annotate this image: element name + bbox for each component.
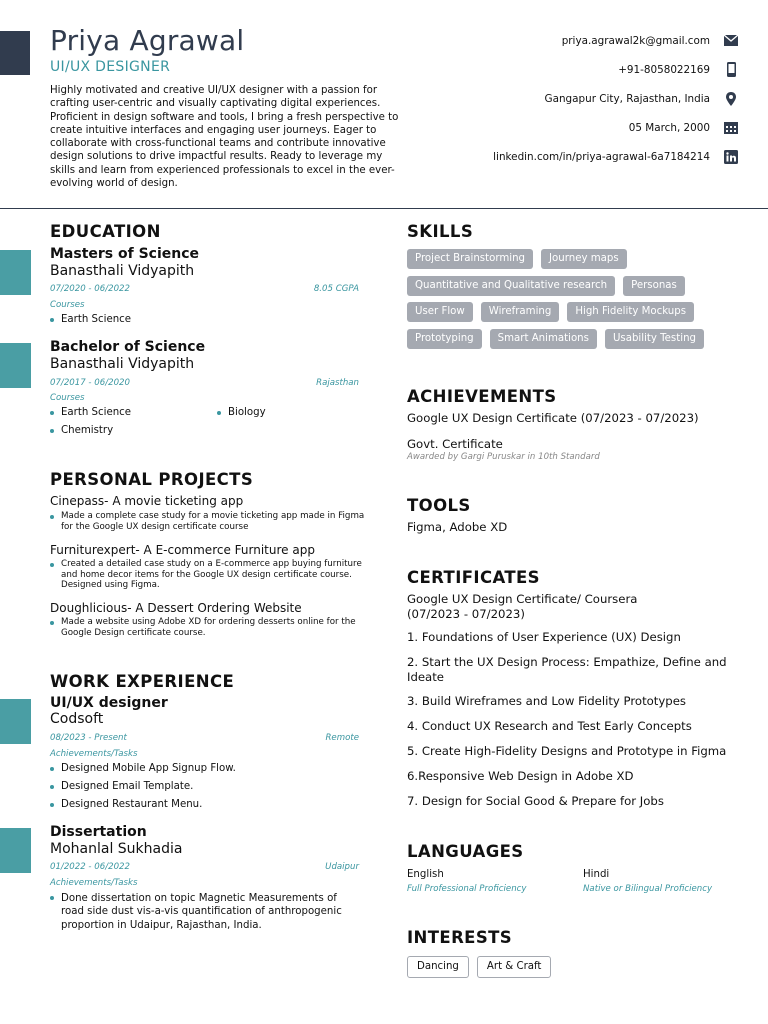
name-accent-bar	[0, 31, 30, 75]
candidate-name: Priya Agrawal	[50, 24, 245, 57]
header-divider	[0, 208, 768, 209]
education-school-1: Banasthali Vidyapith	[50, 263, 195, 279]
certificate-course-1: 1. Foundations of User Experience (UX) Design	[407, 630, 681, 644]
work-task-2: Done dissertation on topic Magnetic Measurements of road side dust vis-a-vis quantification of anthropogenic proportion in Udaipur, Rajasthan, India.	[50, 892, 360, 932]
skill-tag: Prototyping	[407, 329, 482, 349]
course-item: Earth Science	[50, 311, 131, 329]
contact-birthdate-text: 05 March, 2000	[628, 121, 710, 134]
course-item: Earth Science	[50, 404, 131, 422]
certificate-course-7: 7. Design for Social Good & Prepare for Jobs	[407, 794, 664, 808]
skill-tag: Wireframing	[481, 302, 560, 322]
work-marker-2	[0, 828, 31, 873]
contact-linkedin-text: linkedin.com/in/priya-agrawal-6a7184214	[493, 150, 710, 163]
education-courses-label-1: Courses	[50, 300, 85, 310]
certificate-course-5: 5. Create High-Fidelity Designs and Prototype in Figma	[407, 744, 727, 758]
education-meta-2	[50, 378, 359, 388]
course-item: Biology	[217, 404, 266, 422]
education-marker-1	[0, 250, 31, 295]
contact-location	[418, 84, 738, 113]
skill-tag: Quantitative and Qualitative research	[407, 276, 615, 296]
contact-phone-text: +91-8058022169	[618, 63, 710, 76]
education-location-2: Rajasthan	[316, 378, 359, 388]
candidate-role: UI/UX DESIGNER	[50, 59, 171, 75]
project-title-3: Doughlicious- A Dessert Ordering Website	[50, 601, 302, 615]
project-desc-3: Made a website using Adobe XD for ordering desserts online for the Google Design certificate course.	[50, 617, 365, 638]
education-marker-2	[0, 343, 31, 388]
achievement-2-note: Awarded by Gargi Puruskar in 10th Standard	[407, 452, 600, 462]
work-location-1: Remote	[325, 733, 359, 743]
achievement-2: Govt. Certificate	[407, 437, 503, 451]
contact-email-text: priya.agrawal2k@gmail.com	[561, 34, 710, 47]
interests-tags	[407, 956, 559, 978]
language-level-2: Native or Bilingual Proficiency	[583, 884, 713, 894]
language-level-1: Full Professional Proficiency	[407, 884, 527, 894]
work-org-1: Codsoft	[50, 711, 104, 727]
project-title-1: Cinepass- A movie ticketing app	[50, 494, 244, 508]
education-courses-2b	[217, 404, 266, 422]
certificates-heading: CERTIFICATES	[407, 568, 540, 587]
location-pin-icon	[724, 92, 738, 106]
projects-heading: PERSONAL PROJECTS	[50, 470, 254, 489]
work-org-2: Mohanlal Sukhadia	[50, 841, 183, 857]
work-tasks-1	[50, 760, 236, 814]
language-name-1: English	[407, 869, 444, 880]
education-meta-1	[50, 284, 359, 294]
contact-list	[418, 26, 738, 171]
skill-tag: Usability Testing	[605, 329, 704, 349]
task-item: Designed Restaurant Menu.	[50, 796, 236, 814]
certificate-main: Google UX Design Certificate/ Coursera (07/2023 - 07/2023)	[407, 592, 638, 621]
interest-tag: Dancing	[407, 956, 469, 978]
tools-heading: TOOLS	[407, 496, 471, 515]
envelope-icon	[724, 34, 738, 48]
certificate-course-6: 6.Responsive Web Design in Adobe XD	[407, 769, 634, 783]
education-dates-1: 07/2020 - 06/2022	[50, 284, 130, 294]
tools-text: Figma, Adobe XD	[407, 520, 508, 534]
work-dates-1: 08/2023 - Present	[50, 733, 127, 743]
certificate-course-2: 2. Start the UX Design Process: Empathize, Define and Ideate	[407, 655, 727, 684]
languages-heading: LANGUAGES	[407, 842, 524, 861]
skill-tag: User Flow	[407, 302, 473, 322]
work-tasks-label-1: Achievements/Tasks	[50, 749, 138, 759]
education-gpa-1: 8.05 CGPA	[313, 284, 359, 294]
interests-heading: INTERESTS	[407, 928, 513, 947]
skill-tag: Smart Animations	[490, 329, 597, 349]
work-location-2: Udaipur	[325, 862, 359, 872]
certificate-course-4: 4. Conduct UX Research and Test Early Concepts	[407, 719, 692, 733]
calendar-icon	[724, 121, 738, 135]
skill-tag: Project Brainstorming	[407, 249, 533, 269]
education-school-2: Banasthali Vidyapith	[50, 356, 195, 372]
work-meta-2	[50, 862, 359, 872]
education-courses-1	[50, 311, 131, 329]
course-item: Chemistry	[50, 422, 131, 440]
phone-icon	[724, 63, 738, 77]
achievements-heading: ACHIEVEMENTS	[407, 387, 557, 406]
work-heading: WORK EXPERIENCE	[50, 672, 235, 691]
education-degree-2: Bachelor of Science	[50, 339, 206, 355]
work-meta-1	[50, 733, 359, 743]
work-tasks-label-2: Achievements/Tasks	[50, 878, 138, 888]
task-item: Designed Mobile App Signup Flow.	[50, 760, 236, 778]
work-role-2: Dissertation	[50, 824, 147, 840]
skills-tags	[407, 249, 737, 356]
certificate-course-3: 3. Build Wireframes and Low Fidelity Prototypes	[407, 694, 687, 708]
education-heading: EDUCATION	[50, 222, 161, 241]
summary-text: Highly motivated and creative UI/UX designer with a passion for crafting user-centric and visually captivating digital experiences. Proficient in design software and tools, I bring a fresh perspective to create intuitive interfaces and engaging user journeys. Eager to collaborate with cross-functional teams and contribute innovative design solutions to drive impactful results. Ready to leverage my skills and learn from experienced professionals to excel in the ever-evolving world of design.	[50, 85, 399, 190]
contact-location-text: Gangapur City, Rajasthan, India	[544, 92, 710, 105]
work-role-1: UI/UX designer	[50, 695, 168, 711]
language-name-2: Hindi	[583, 869, 610, 880]
education-dates-2: 07/2017 - 06/2020	[50, 378, 130, 388]
contact-phone[interactable]	[418, 55, 738, 84]
education-courses-2a	[50, 404, 131, 440]
skill-tag: Journey maps	[541, 249, 627, 269]
interest-tag: Art & Craft	[477, 956, 552, 978]
skill-tag: Personas	[623, 276, 685, 296]
achievement-1: Google UX Design Certificate (07/2023 - 07/2023)	[407, 411, 699, 425]
task-item: Designed Email Template.	[50, 778, 236, 796]
linkedin-icon	[724, 150, 738, 164]
contact-birthdate	[418, 113, 738, 142]
contact-email[interactable]	[418, 26, 738, 55]
project-title-2: Furniturexpert- A E-commerce Furniture app	[50, 543, 315, 557]
skill-tag: High Fidelity Mockups	[567, 302, 694, 322]
project-desc-1: Made a complete case study for a movie ticketing app made in Figma for the Google UX design certificate course	[50, 511, 365, 532]
work-dates-2: 01/2022 - 06/2022	[50, 862, 130, 872]
work-marker-1	[0, 699, 31, 744]
education-degree-1: Masters of Science	[50, 246, 200, 262]
education-courses-label-2: Courses	[50, 393, 85, 403]
skills-heading: SKILLS	[407, 222, 474, 241]
contact-linkedin[interactable]	[418, 142, 738, 171]
project-desc-2: Created a detailed case study on a E-commerce app buying furniture and home decor items for the Google UX design certificate course. Designed using Figma.	[50, 559, 365, 591]
